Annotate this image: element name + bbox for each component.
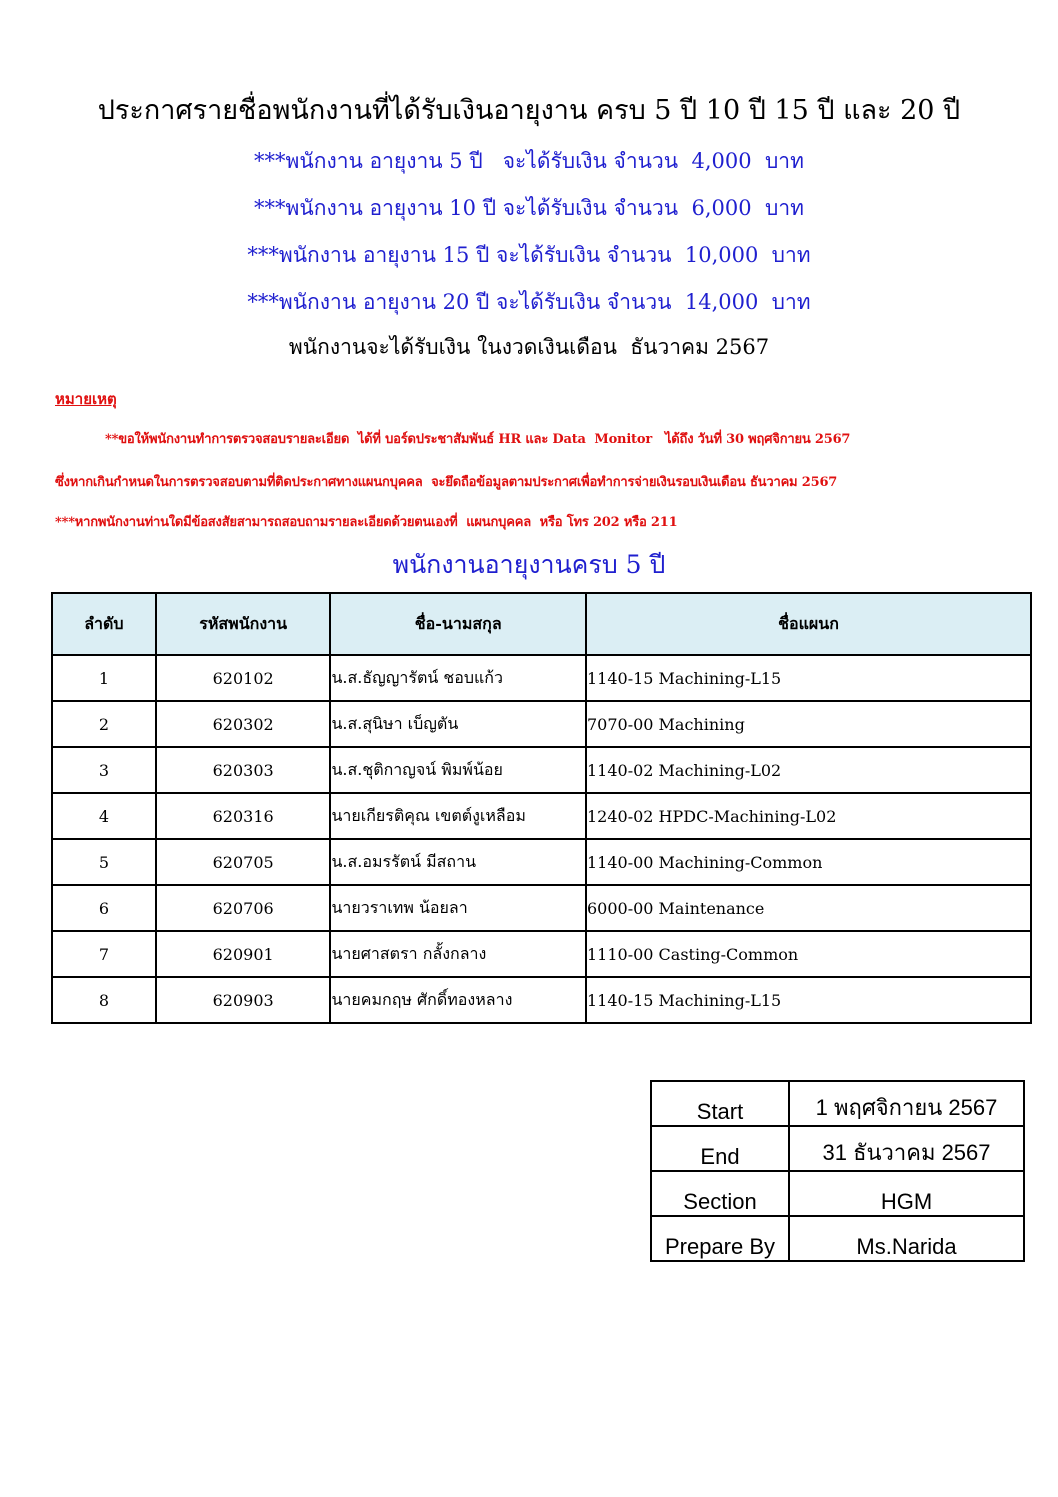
employee-id-cell: 620303 <box>156 747 331 793</box>
order-cell: 3 <box>52 747 156 793</box>
order-cell: 6 <box>52 885 156 931</box>
full-name-cell: น.ส.สุนิษา เบ็ญตัน <box>330 701 586 747</box>
order-cell: 8 <box>52 977 156 1023</box>
department-cell: 6000-00 Maintenance <box>586 885 1031 931</box>
info-label: Start <box>651 1081 789 1126</box>
full-name-cell: น.ส.ชุติกาญจน์ พิมพ์น้อย <box>330 747 586 793</box>
order-cell: 4 <box>52 793 156 839</box>
department-cell: 1240-02 HPDC-Machining-L02 <box>586 793 1031 839</box>
employee-id-cell: 620706 <box>156 885 331 931</box>
full-name-cell: น.ส.ธัญญารัตน์ ชอบแก้ว <box>330 655 586 701</box>
info-row <box>651 1171 1024 1216</box>
table-row <box>52 793 1031 839</box>
column-header-full-name: ชื่อ-นามสกุล <box>330 593 586 655</box>
order-cell: 7 <box>52 931 156 977</box>
benefit-20-years: ***พนักงาน อายุงาน 20 ปี จะได้รับเงิน จำนวน 14,000 บาท <box>247 290 811 314</box>
info-row <box>651 1216 1024 1261</box>
employee-id-cell: 620102 <box>156 655 331 701</box>
column-header-employee-id: รหัสพนักงาน <box>156 593 331 655</box>
department-cell: 1140-02 Machining-L02 <box>586 747 1031 793</box>
table-header-row <box>52 593 1031 655</box>
remark-line: ***หากพนักงานท่านใดมีข้อสงสัยสามารถสอบถามรายละเอียดด้วยตนเองที่ แผนกบุคคล หรือ โทร 202 หรือ 211 <box>55 515 678 530</box>
employee-id-cell: 620316 <box>156 793 331 839</box>
department-cell: 1110-00 Casting-Common <box>586 931 1031 977</box>
department-cell: 1140-00 Machining-Common <box>586 839 1031 885</box>
info-label: Section <box>651 1171 789 1216</box>
benefit-15-years: ***พนักงาน อายุงาน 15 ปี จะได้รับเงิน จำนวน 10,000 บาท <box>247 243 811 267</box>
table-row <box>52 747 1031 793</box>
info-value: 31 ธันวาคม 2567 <box>789 1126 1024 1171</box>
benefit-10-years: ***พนักงาน อายุงาน 10 ปี จะได้รับเงิน จำนวน 6,000 บาท <box>254 196 804 220</box>
table-row <box>52 839 1031 885</box>
page-title: ประกาศรายชื่อพนักงานที่ได้รับเงินอายุงาน ครบ 5 ปี 10 ปี 15 ปี และ 20 ปี <box>97 95 961 126</box>
order-cell: 1 <box>52 655 156 701</box>
department-cell: 1140-15 Machining-L15 <box>586 977 1031 1023</box>
full-name-cell: น.ส.อมรรัตน์ มีสถาน <box>330 839 586 885</box>
full-name-cell: นายศาสตรา กลั้งกลาง <box>330 931 586 977</box>
full-name-cell: นายคมกฤษ ศักดิ์ทองหลาง <box>330 977 586 1023</box>
payment-note: พนักงานจะได้รับเงิน ในงวดเงินเดือน ธันวาคม 2567 <box>288 335 770 359</box>
table-row <box>52 977 1031 1023</box>
remark-line: **ขอให้พนักงานทำการตรวจสอบรายละเอียด ได้ที่ บอร์ดประชาสัมพันธ์ HR และ Data Monitor ได้ถึง วันที่ 30 พฤศจิกายน 2567 <box>105 432 851 447</box>
benefit-5-years: ***พนักงาน อายุงาน 5 ปี จะได้รับเงิน จำนวน 4,000 บาท <box>254 149 804 173</box>
info-value: Ms.Narida <box>789 1216 1024 1261</box>
employee-table <box>51 592 1032 1024</box>
info-label: Prepare By <box>651 1216 789 1261</box>
employee-id-cell: 620302 <box>156 701 331 747</box>
column-header-order: ลำดับ <box>52 593 156 655</box>
info-row <box>651 1126 1024 1171</box>
info-row <box>651 1081 1024 1126</box>
department-cell: 1140-15 Machining-L15 <box>586 655 1031 701</box>
info-value: 1 พฤศจิกายน 2567 <box>789 1081 1024 1126</box>
order-cell: 5 <box>52 839 156 885</box>
table-row <box>52 885 1031 931</box>
employee-id-cell: 620705 <box>156 839 331 885</box>
column-header-department: ชื่อแผนก <box>586 593 1031 655</box>
employee-id-cell: 620901 <box>156 931 331 977</box>
info-table <box>650 1080 1025 1262</box>
table-row <box>52 701 1031 747</box>
department-cell: 7070-00 Machining <box>586 701 1031 747</box>
table-row <box>52 931 1031 977</box>
full-name-cell: นายวราเทพ น้อยลา <box>330 885 586 931</box>
full-name-cell: นายเกียรติคุณ เขตต์งูเหลือม <box>330 793 586 839</box>
order-cell: 2 <box>52 701 156 747</box>
employee-table-body <box>52 655 1031 1023</box>
info-label: End <box>651 1126 789 1171</box>
remark-line: ซึ่งหากเกินกำหนดในการตรวจสอบตามที่ติดประกาศทางแผนกบุคคล จะยึดถือข้อมูลตามประกาศเพื่อทำการจ่ายเงินรอบเงินเดือน ธันวาคม 2567 <box>55 475 838 490</box>
remarks-heading: หมายเหตุ <box>55 390 117 408</box>
section-title: พนักงานอายุงานครบ 5 ปี <box>392 550 666 579</box>
info-value: HGM <box>789 1171 1024 1216</box>
table-row <box>52 655 1031 701</box>
employee-id-cell: 620903 <box>156 977 331 1023</box>
info-table-body <box>651 1081 1024 1261</box>
